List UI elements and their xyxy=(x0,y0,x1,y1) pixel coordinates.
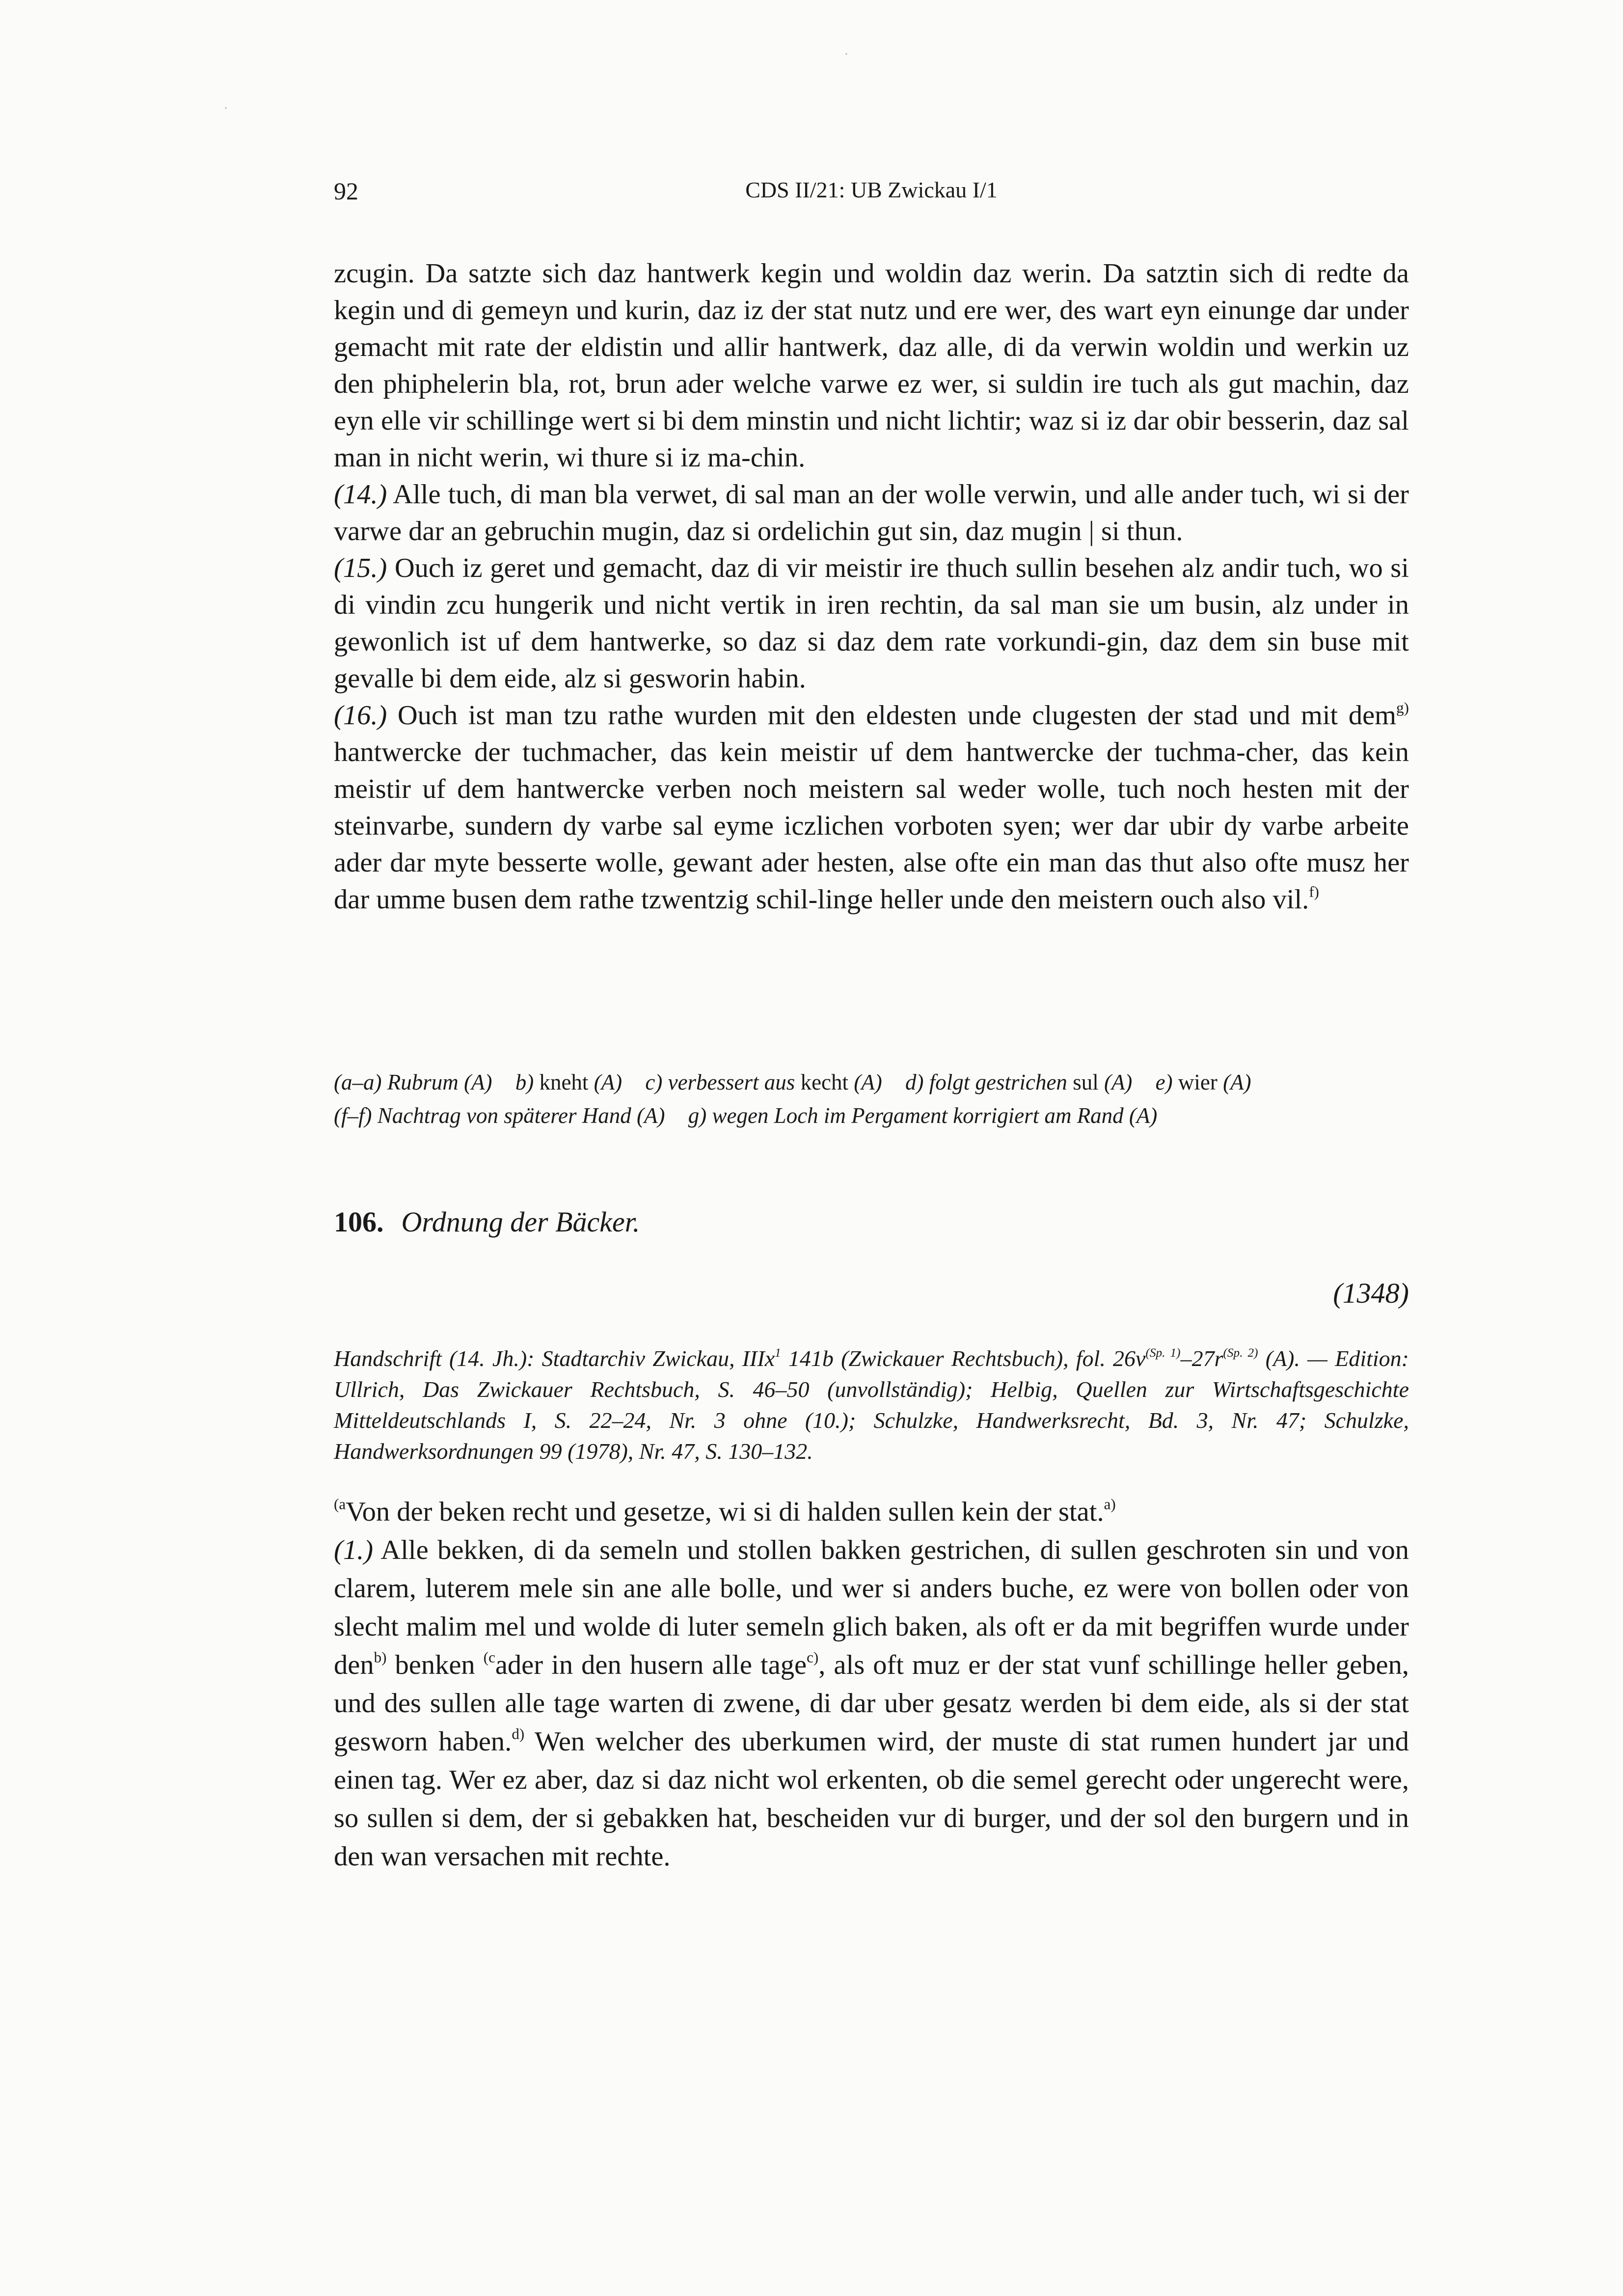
document-heading xyxy=(334,1205,640,1238)
footnote-apparatus xyxy=(334,1066,1409,1132)
section-number: (16.) xyxy=(334,700,387,731)
section-number: (15.) xyxy=(334,553,387,583)
paragraph-15: (15.) Ouch iz geret und gemacht, daz di vir meistir ire thuch sullin besehen alz andir tuch, wo si di vindin zcu hungerik und nicht vertik in iren rechtin, da sal man sie um busin, alz under in gewonlich ist uf dem hantwerke, so daz si daz dem rate vorkundi-gin, daz dem sin buse mit gevalle bi dem eide, alz si gesworin habin. xyxy=(334,553,1409,694)
footnote-line: (f–f) Nachtrag von späterer Hand (A) g) wegen Loch im Pergament korrigiert am Rand (A) xyxy=(334,1103,1158,1128)
paragraph-1: (1.) Alle bekken, di da semeln und stollen bakken gestrichen, di sullen geschroten sin und von clarem, luterem mele sin ane alle bolle, und wer si anders buche, ez were von bollen oder von slecht malim mel und wolde di luter semeln glich baken, als oft er da mit begriffen wurde under den$^{b)}$ benken $^{(c}$ader in den husern alle tage$^{c)}$, als oft muz er der stat vunf schillinge heller geben, und des sullen alle tage warten di zwene, di dar uber gesatz werden bi dem eide, als si der stat gesworn haben.$^{d)}$ Wen welcher des uberkumen wird, der muste di stat rumen hundert jar und einen tag. Wer ez aber, daz si daz nicht wol erkenten, ob die semel gerecht oder ungerecht were, so sullen si dem, der si gebakken hat, bescheiden vur di burger, und der sol den burgern und in den wan versachen mit rechte. xyxy=(334,1535,1409,1872)
footnote-ref: d) xyxy=(512,1725,525,1743)
section-number: (1.) xyxy=(334,1535,374,1565)
document-number: 106. xyxy=(334,1206,384,1238)
footnote-ref: b) xyxy=(374,1648,387,1666)
paragraph-16: (16.) Ouch ist man tzu rathe wurden mit den eldesten unde clugesten der stad und mit dem$^{g)}$ hantwercke der tuchmacher, das kein meistir uf dem hantwercke der tuchma-cher, das kein meistir uf dem hantwercke verben noch meistern sal weder wolle, tuch noch hesten mit der steinvarbe, sundern dy varbe sal eyme iczlichen vorboten syen; wer dar ubir dy varbe arbeite ader dar myte besserte wolle, gewant ader hesten, alse ofte ein man das thut also ofte musz her dar umme busen dem rathe tzwentzig schil-linge heller unde den meistern ouch also vil.$^{f)}$ xyxy=(334,699,1409,915)
rubric: $^{(a}$Von der beken recht und gesetze, wi si di halden sullen kein der stat.$^{a)}$ xyxy=(334,1495,1116,1527)
document-date: (1348) xyxy=(1333,1277,1409,1309)
footnote-ref: (c xyxy=(483,1648,495,1666)
scan-speck xyxy=(225,107,227,109)
continued-body-text xyxy=(334,255,1409,918)
footnote-ref: g) xyxy=(1396,699,1409,716)
footnote-ref: f) xyxy=(1309,883,1320,901)
footnote-line: (a–a) Rubrum (A) b) kneht (A) c) verbessert aus kecht (A) d) folgt gestrichen sul (A) e) wier (A) xyxy=(334,1070,1251,1094)
paragraph-14: (14.) Alle tuch, di man bla verwet, di sal man an der wolle verwin, und alle ander tuch, wi si der varwe dar an gebruchin mugin, daz si ordelichin gut sin, daz mugin | si thun. xyxy=(334,479,1409,547)
document-title: Ordnung der Bäcker. xyxy=(401,1206,640,1238)
paragraph-intro: zcugin. Da satzte sich daz hantwerk kegin und woldin daz werin. Da satztin sich di redte da kegin und di gemeyn und kurin, daz iz der stat nutz und ere wer, des wart eyn einunge dar under gemacht mit rate der eldistin und allir hantwerk, daz alle, di da verwin woldin und werkin uz den phiphelerin bla, rot, brun ader welche varwe ez wer, si suldin ire tuch als gut machin, daz eyn elle vir schillinge wert si bi dem minstin und nicht lichtir; waz si iz dar obir besserin, daz sal man in nicht werin, wi thure si iz ma-chin. xyxy=(334,258,1409,473)
running-title: CDS II/21: UB Zwickau I/1 xyxy=(745,177,998,202)
scan-speck xyxy=(845,53,847,55)
page-number: 92 xyxy=(334,177,358,205)
document-text xyxy=(334,1493,1409,1876)
section-number: (14.) xyxy=(334,479,387,510)
running-head xyxy=(334,177,1409,211)
footnote-ref: c) xyxy=(807,1648,819,1666)
source-note: Handschrift (14. Jh.): Stadtarchiv Zwickau, IIIx$^1$ 141b (Zwickauer Rechtsbuch), fol. $26v^{(Sp. 1)}-27r^{(Sp. 2)}$ (A). — Edition: Ullrich, Das Zwickauer Rechtsbuch, S. 46–50 (unvollständig); Helbig, Quellen zur Wirtschaftsgeschichte Mitteldeutschlands I, S. 22–24, Nr. 3 ohne (10.); Schulzke, Handwerksrecht, Bd. 3, Nr. 47; Schulzke, Handwerksordnungen 99 (1978), Nr. 47, S. 130–132. xyxy=(334,1346,1409,1464)
